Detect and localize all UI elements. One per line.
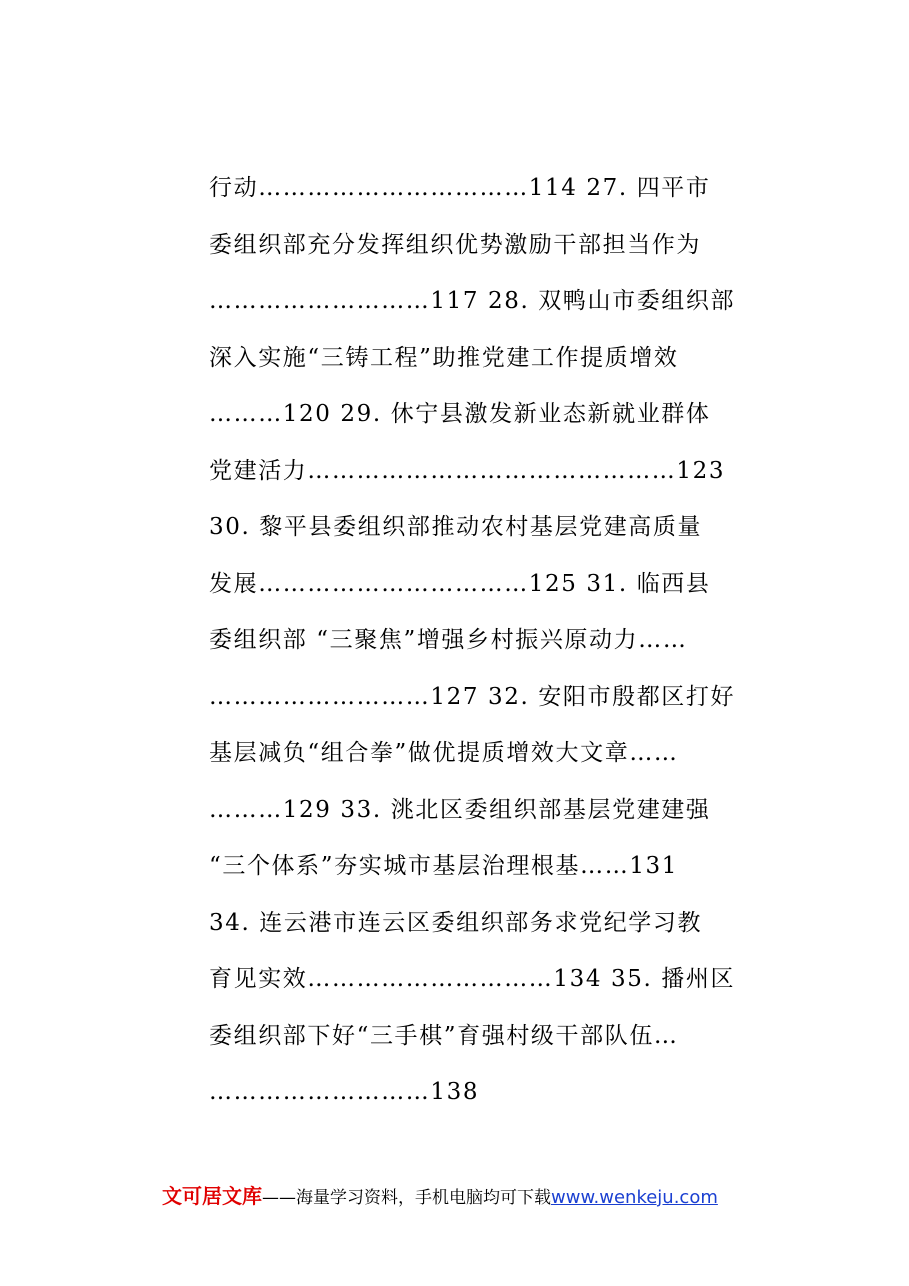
toc-line: 发展……………………………125 31. 临西县 [209, 570, 711, 597]
website-link[interactable]: www.wenkeju.com [551, 1187, 718, 1208]
toc-line: ………………………127 32. 安阳市殷都区打好 [209, 683, 736, 710]
toc-line: 深入实施“三铸工程”助推党建工作提质增效 [209, 344, 679, 371]
toc-line: ………129 33. 洮北区委组织部基层党建建强 [209, 796, 711, 823]
toc-line: 委组织部充分发挥组织优势激励干部担当作为 [209, 231, 701, 258]
toc-text-block [209, 160, 736, 1121]
toc-line: 30. 黎平县委组织部推动农村基层党建高质量 [209, 514, 703, 540]
footer [162, 1182, 718, 1210]
toc-line: 委组织部 “三聚焦”增强乡村振兴原动力…… [209, 627, 688, 653]
toc-line: 行动……………………………114 27. 四平市 [209, 175, 711, 201]
toc-line: 34. 连云港市连云区委组织部务求党纪学习教 [209, 909, 703, 936]
toc-line: ………………………117 28. 双鸭山市委组织部 [209, 288, 736, 314]
toc-line: 党建活力………………………………………123 [209, 457, 726, 484]
brand-name: 文可居文库 [162, 1184, 262, 1208]
toc-line: 基层减负“组合拳”做优提质增效大文章…… [209, 740, 679, 766]
toc-line: “三个体系”夯实城市基层治理根基……131 [209, 853, 679, 879]
toc-line: 委组织部下好“三手棋”育强村级干部队伍… [209, 1022, 679, 1049]
toc-line: 育见实效…………………………134 35. 播州区 [209, 966, 736, 992]
toc-line: ………120 29. 休宁县激发新业态新就业群体 [209, 401, 711, 427]
footer-tagline: ——海量学习资料，手机电脑均可下载 [262, 1188, 551, 1208]
toc-line: ………………………138 [209, 1079, 480, 1105]
